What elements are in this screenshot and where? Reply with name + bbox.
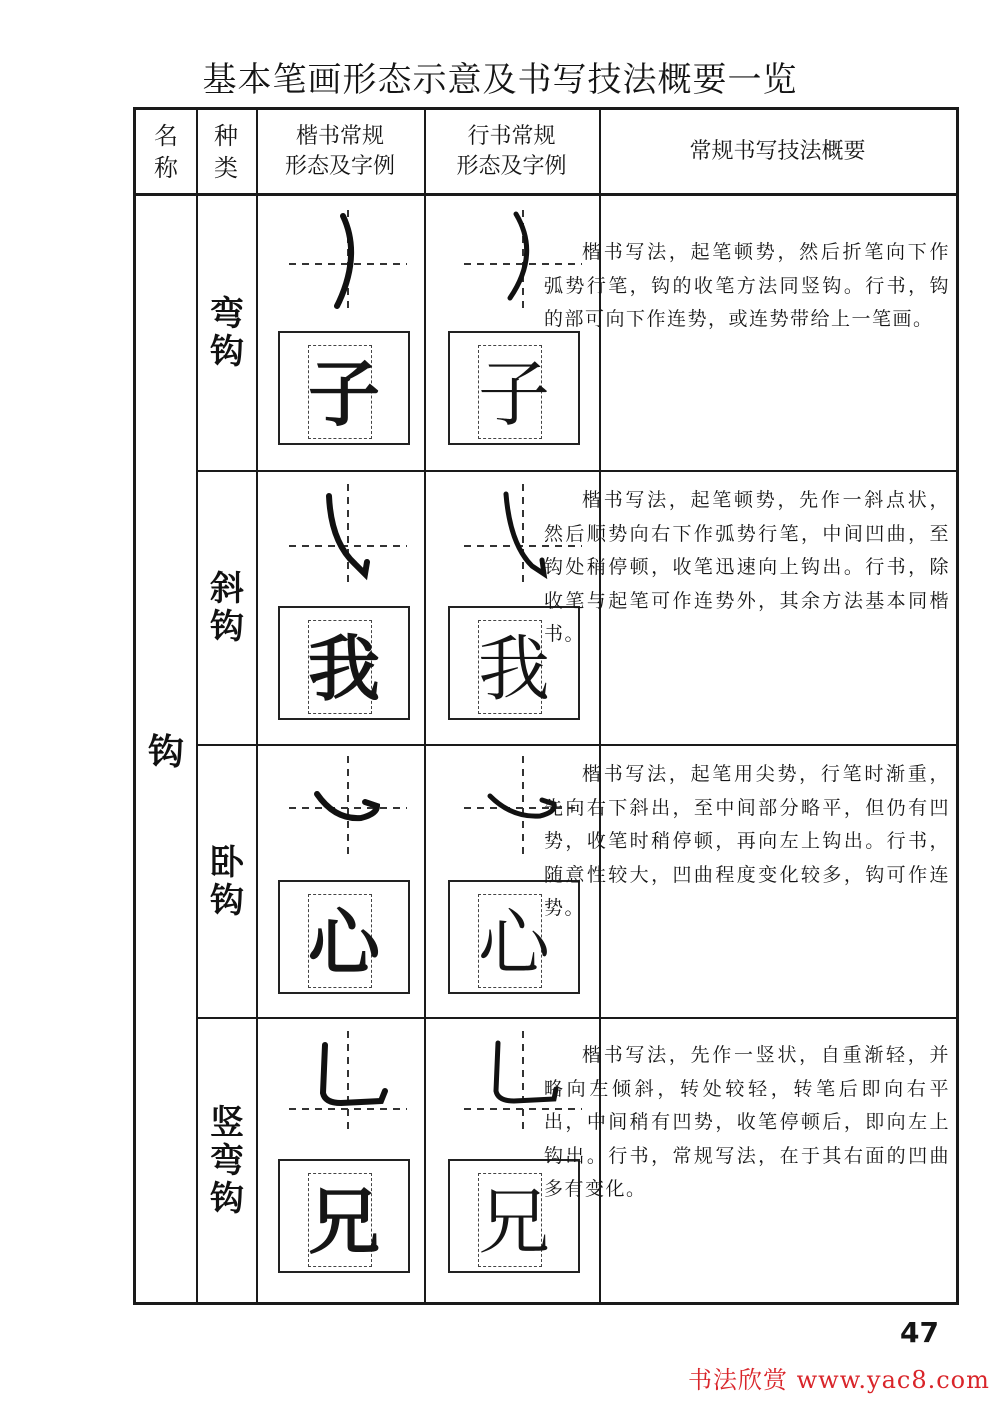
table-header: [136, 110, 956, 196]
watermark: 书法欣赏 www.yac8.com: [688, 1366, 990, 1394]
xingshu-example-char: 心: [477, 901, 550, 985]
xingshu-example-box: [448, 331, 580, 445]
header-type: 种 类: [214, 121, 238, 182]
table-row: [196, 472, 956, 746]
kaishu-stroke-diagram: [281, 482, 421, 592]
xingshu-example-char: 子: [477, 352, 550, 436]
kaishu-stroke-diagram: [281, 208, 421, 318]
kaishu-example-box: [278, 1159, 410, 1273]
header-technique: 常规书写技法概要: [689, 138, 866, 164]
page-number: 47: [900, 1316, 939, 1349]
type-label: 斜 钩: [210, 569, 244, 647]
kaishu-example-char: 心: [307, 900, 380, 985]
header-name: 名 称: [154, 121, 178, 182]
kaishu-example-char: 兄: [307, 1179, 380, 1264]
page-title: 基本笔画形态示意及书写技法概要一览: [202, 60, 798, 100]
kaishu-example-char: 子: [307, 351, 380, 436]
technique-description: 楷书写法，起笔用尖势，行笔时渐重，先向右下斜出，至中间部分略平，但仍有凹势，收笔时稍停顿，再向左上钩出。行书，随意性较大，凹曲程度变化较多，钩可作连势。: [544, 763, 950, 919]
kaishu-example-box: [278, 880, 410, 994]
header-xingshu: 行书常规 形态及字例: [456, 123, 567, 179]
kaishu-example-char: 我: [307, 626, 380, 711]
table-row: [196, 1019, 956, 1302]
kaishu-stroke-diagram: [281, 1029, 421, 1139]
kaishu-example-box: [278, 331, 410, 445]
kaishu-stroke-diagram: [281, 754, 421, 864]
xingshu-example-char: 我: [477, 627, 550, 711]
header-kaishu: 楷书常规 形态及字例: [284, 123, 395, 179]
category-label: 钩: [147, 731, 184, 773]
technique-description: 楷书写法，起笔顿势，先作一斜点状，然后顺势向右下作弧势行笔，中间凹曲，至钩处稍停顿，收笔迅速向上钩出。行书，除收笔与起笔可作连势外，其余方法基本同楷书。: [544, 489, 950, 645]
type-label: 弯 钩: [210, 294, 244, 372]
type-label: 竖 弯 钩: [210, 1102, 244, 1219]
type-label: 卧 钩: [210, 842, 244, 921]
xingshu-example-char: 兄: [477, 1180, 550, 1264]
table-row: [196, 196, 956, 472]
technique-description: 楷书写法，起笔顿势，然后折笔向下作弧势行笔，钩的收笔方法同竖钩。行书，钩的部可向下作连势，或连势带给上一笔画。: [544, 241, 950, 330]
stroke-table: [133, 107, 959, 1305]
table-row: [196, 746, 956, 1019]
technique-description: 楷书写法，先作一竖状，自重渐轻，并略向左倾斜，转处较轻，转笔后即向右平出，中间稍有凹势，收笔停顿后，即向左上钩出。行书，常规写法，在于其右面的凹曲多有变化。: [544, 1044, 950, 1200]
kaishu-example-box: [278, 606, 410, 720]
